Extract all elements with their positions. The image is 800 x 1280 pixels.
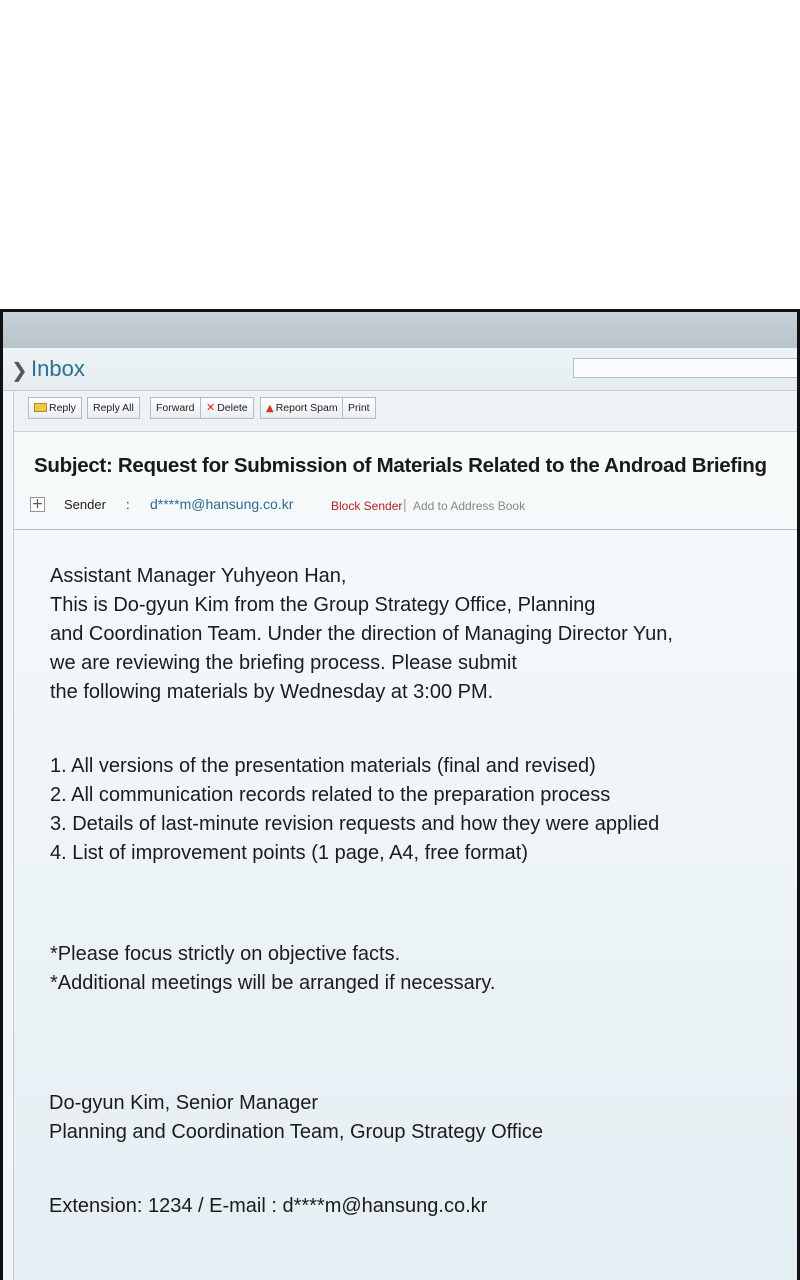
expand-icon[interactable]: +	[31, 496, 44, 512]
reply-label: Reply	[49, 402, 76, 414]
siren-icon: ▲	[266, 403, 274, 414]
signature-line: Do-gyun Kim, Senior Manager	[49, 1092, 319, 1114]
link-separator: |	[403, 496, 407, 512]
list-item: 4. List of improvement points (1 page, A4, free format)	[50, 842, 529, 864]
title-bar	[3, 312, 797, 348]
sender-colon: :	[126, 497, 130, 512]
sender-label: Sender	[64, 497, 106, 512]
close-icon: ✕	[206, 401, 216, 414]
block-sender-link[interactable]: Block Sender	[331, 499, 403, 513]
chevron-right-icon[interactable]: ❯	[11, 358, 28, 382]
reply-button[interactable]	[28, 397, 82, 419]
delete-button[interactable]	[200, 397, 254, 419]
signature	[49, 1089, 543, 1147]
request-list	[50, 752, 659, 868]
mail-notes	[50, 940, 495, 998]
body-line: we are reviewing the briefing process. Please submit	[50, 652, 517, 674]
body-line: and Coordination Team. Under the direction of Managing Director Yun,	[50, 623, 673, 645]
forward-button[interactable]	[150, 397, 201, 419]
print-button[interactable]	[342, 397, 376, 419]
body-line: This is Do-gyun Kim from the Group Strategy Office, Planning	[50, 594, 596, 616]
delete-label: Delete	[217, 402, 248, 414]
mail-subject: Subject: Request for Submission of Materials Related to the Androad Briefing	[34, 454, 767, 477]
inbox-label[interactable]: Inbox	[31, 356, 85, 381]
header-divider	[14, 529, 797, 530]
signature-line: Planning and Coordination Team, Group Strategy Office	[49, 1121, 544, 1143]
report-spam-label: Report Spam	[275, 402, 338, 414]
report-spam-button[interactable]	[260, 397, 344, 419]
sender-email[interactable]: d****m@hansung.co.kr	[150, 496, 294, 512]
mail-body	[50, 562, 673, 707]
print-label: Print	[348, 402, 370, 414]
forward-label: Forward	[156, 402, 195, 414]
list-item: 1. All versions of the presentation materials (final and revised)	[50, 755, 596, 777]
note-line: *Please focus strictly on objective facts.	[50, 943, 401, 965]
add-to-address-book-link[interactable]: Add to Address Book	[413, 499, 526, 513]
sender-row	[30, 495, 797, 519]
list-item: 2. All communication records related to the preparation process	[50, 784, 611, 806]
search-input[interactable]	[573, 358, 800, 378]
message-pane	[13, 431, 797, 1280]
reply-all-button[interactable]	[87, 397, 140, 419]
inbox-header	[3, 348, 797, 391]
list-item: 3. Details of last-minute revision requests and how they were applied	[50, 813, 660, 835]
envelope-icon	[34, 403, 47, 412]
body-line: the following materials by Wednesday at 3:00 PM.	[50, 681, 494, 703]
reply-all-label: Reply All	[93, 402, 134, 414]
contact-line: Extension: 1234 / E-mail : d****m@hansung.co.kr	[49, 1195, 488, 1217]
body-line: Assistant Manager Yuhyeon Han,	[50, 565, 347, 587]
toolbar	[13, 391, 797, 431]
note-line: *Additional meetings will be arranged if necessary.	[50, 972, 496, 994]
email-window	[0, 309, 800, 1280]
